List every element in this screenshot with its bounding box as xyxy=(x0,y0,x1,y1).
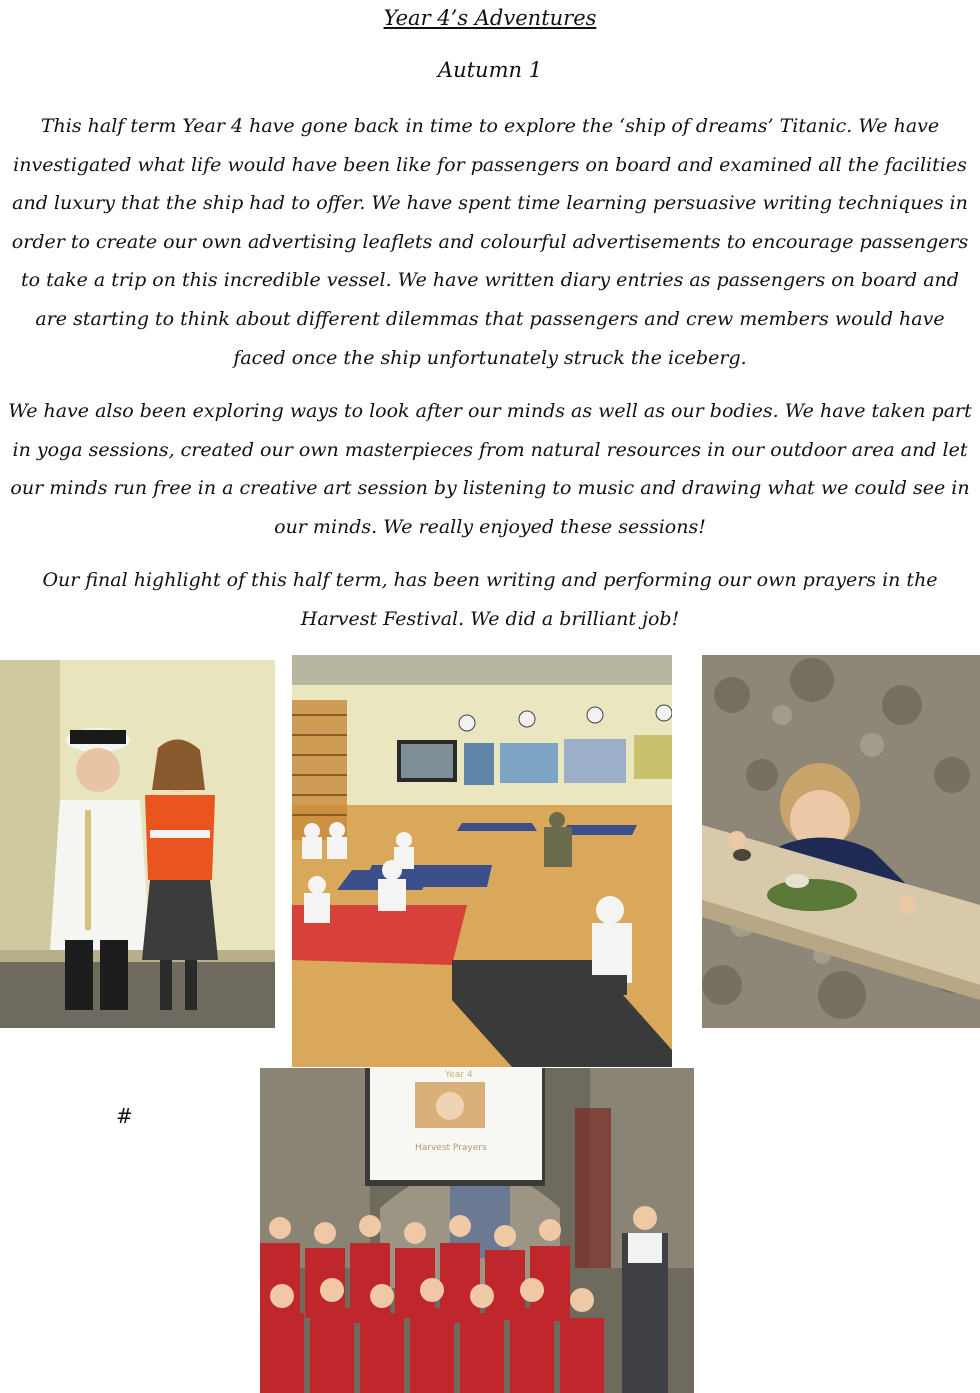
photo-titanic-costumes xyxy=(0,660,275,1028)
photo-harvest-festival xyxy=(260,1068,694,1393)
paragraph-wellbeing: We have also been exploring ways to look after our minds as well as our bodies. We have taken part in yoga sessions, created our own masterpieces from natural resources in our outdoor area and let our minds run free in a creative art session by listening to music and drawing what we could see in our minds. We really enjoyed these sessions! xyxy=(8,400,972,538)
slide-subtitle: Harvest Prayers xyxy=(415,1143,487,1153)
paragraph-titanic: This half term Year 4 have gone back in time to explore the ‘ship of dreams’ Titanic. We have investigated what life would have been like for passengers on board and examined all the facilities and luxury that the ship had to offer. We have spent time learning persuasive writing techniques in order to create our own advertising leaflets and colourful advertisements to encourage passengers to take a trip on this incredible vessel. We have written diary entries as passengers on board and are starting to think about different dilemmas that passengers and crew members would have faced once the ship unfortunately struck the iceberg. xyxy=(11,115,969,369)
photo-nature-art xyxy=(702,655,980,1028)
slide-title: Year 4 xyxy=(445,1070,473,1080)
stray-hash-mark: # xyxy=(116,1104,133,1128)
page-subtitle: Autumn 1 xyxy=(437,58,543,82)
page-title: Year 4’s Adventures xyxy=(383,6,597,30)
photo-yoga-session xyxy=(292,655,672,1067)
paragraph-harvest: Our final highlight of this half term, has been writing and performing our own prayers in the Harvest Festival. We did a brilliant job! xyxy=(42,569,938,630)
